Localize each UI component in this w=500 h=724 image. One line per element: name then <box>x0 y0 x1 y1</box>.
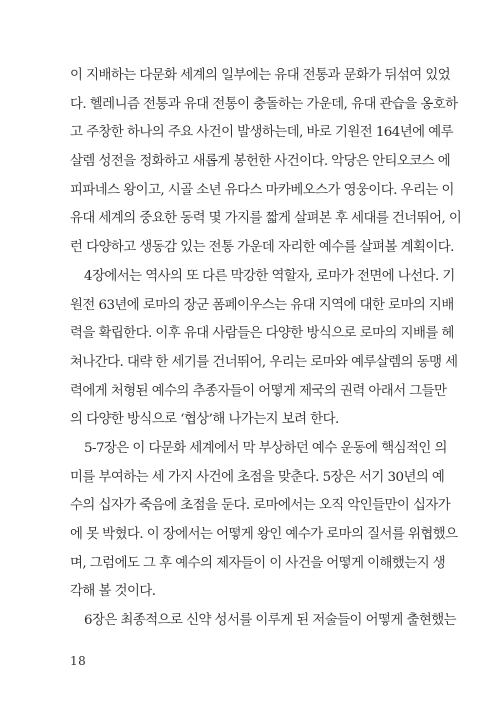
paragraph <box>70 263 458 435</box>
text-line: 력에게 처형된 예수의 추종자들이 어떻게 제국의 권력 아래서 그들만 <box>70 383 447 399</box>
text-line: 고 주창한 하나의 주요 사건이 발생하는데, 바로 기원전 164년에 예루 <box>70 125 453 141</box>
text-line: 이 지배하는 다문화 세계의 일부에는 유대 전통과 문화가 뒤섞여 있었 <box>70 68 451 83</box>
text-line: 며, 그럼에도 그 후 예수의 제자들이 이 사건을 어떻게 이해했는지 생 <box>70 555 446 571</box>
paragraph <box>70 435 458 607</box>
text-line: 미를 부여하는 세 가지 사건에 초점을 맞춘다. 5장은 서기 30년의 예 <box>70 469 445 485</box>
text-line: 쳐나간다. 대략 한 세기를 건너뛰어, 우리는 로마와 예루살렘의 동맹 세 <box>70 354 458 370</box>
text-line: 4장에서는 역사의 또 다른 막강한 역할자, 로마가 전면에 나선다. 기 <box>84 268 455 284</box>
body-text <box>70 62 462 636</box>
text-line: 의 다양한 방식으로 ‘협상’해 나가는지 보려 한다. <box>70 412 339 428</box>
text-line: 6장은 최종적으로 신약 성서를 이루게 된 저술들이 어떻게 출현했는 <box>84 613 457 629</box>
page-number: 18 <box>70 654 87 668</box>
paragraph <box>70 607 457 636</box>
text-line: 살렘 성전을 정화하고 새롭게 봉헌한 사건이다. 악당은 안티오코스 에 <box>70 154 451 170</box>
paragraph <box>70 62 462 263</box>
text-line: 력을 확립한다. 이후 유대 사람들은 다양한 방식으로 로마의 지배를 헤 <box>70 326 454 342</box>
text-line: 다. 헬레니즘 전통과 유대 전통이 충돌하는 가운데, 유대 관습을 옹호하 <box>70 96 458 112</box>
text-line: 런 다양하고 생동감 있는 전통 가운데 자리한 예수를 살펴볼 계획이다. <box>70 240 454 256</box>
text-line: 수의 십자가 죽음에 초점을 둔다. 로마에서는 오직 악인들만이 십자가 <box>70 498 451 514</box>
text-line: 각해 볼 것이다. <box>70 584 156 600</box>
text-line: 원전 63년에 로마의 장군 폼페이우스는 유대 지역에 대한 로마의 지배 <box>70 297 454 313</box>
text-line: 5-7장은 이 다문화 세계에서 막 부상하던 예수 운동에 핵심적인 의 <box>84 440 447 456</box>
text-line: 유대 세계의 중요한 동력 몇 가지를 짧게 살펴본 후 세대를 건너뛰어, 이 <box>70 211 462 227</box>
text-line: 에 못 박혔다. 이 장에서는 어떻게 왕인 예수가 로마의 질서를 위협했으 <box>70 527 458 542</box>
text-line: 피파네스 왕이고, 시골 소년 유다스 마카베오스가 영웅이다. 우리는 이 <box>70 182 454 198</box>
